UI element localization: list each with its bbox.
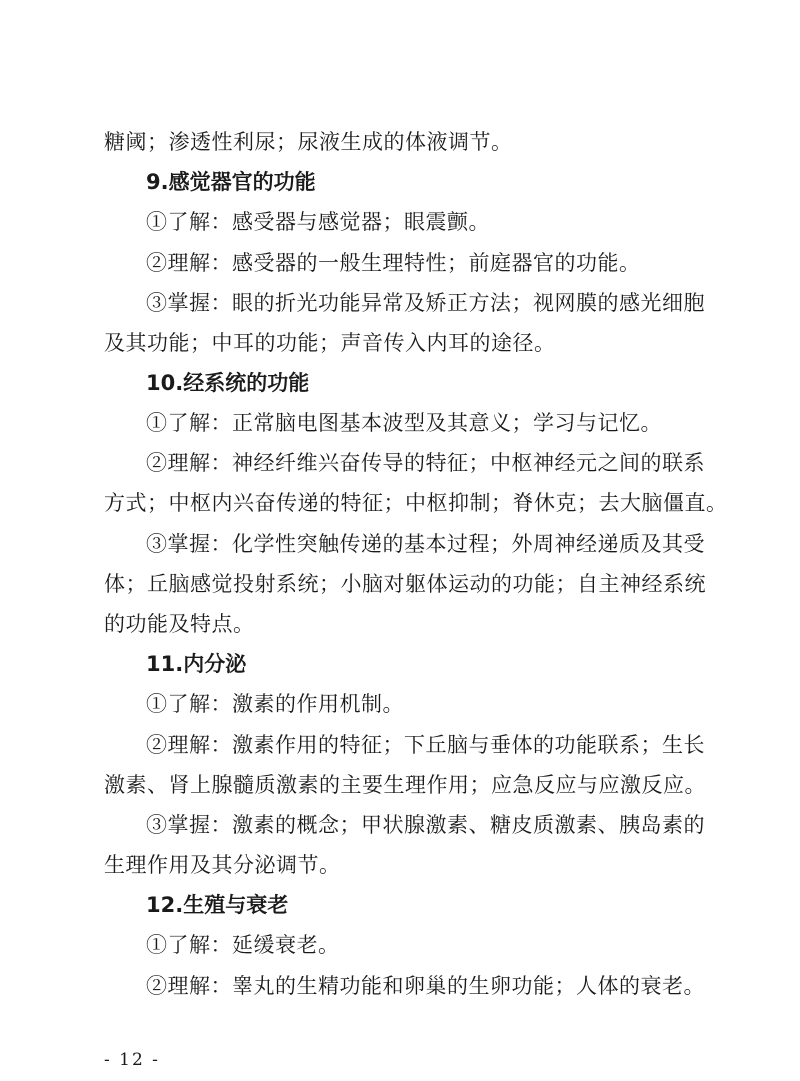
text-line: 激素、肾上腺髓质激素的主要生理作用；应急反应与应激反应。 (104, 773, 706, 797)
text-line: 糖阈；渗透性利尿；尿液生成的体液调节。 (104, 130, 513, 154)
text-line: ①了解：延缓衰老。 (146, 933, 340, 957)
text-line: ③掌握：眼的折光功能异常及矫正方法；视网膜的感光细胞 (146, 291, 705, 315)
text-line: ①了解：激素的作用机制。 (146, 692, 404, 716)
text-line: ①了解：正常脑电图基本波型及其意义；学习与记忆。 (146, 411, 662, 435)
section-heading-12: 12.生殖与衰老 (146, 893, 289, 917)
text-line: ②理解：感受器的一般生理特性；前庭器官的功能。 (146, 251, 641, 275)
text-line: ①了解：感受器与感觉器；眼震颤。 (146, 210, 490, 234)
text-line: ③掌握：化学性突触传递的基本过程；外周神经递质及其受 (146, 532, 705, 556)
text-line: 方式；中枢内兴奋传递的特征；中枢抑制；脊休克；去大脑僵直。 (104, 491, 728, 515)
section-heading-10: 10.经系统的功能 (146, 371, 310, 395)
text-line: 及其功能；中耳的功能；声音传入内耳的途径。 (104, 331, 556, 355)
text-line: 体；丘脑感觉投射系统；小脑对躯体运动的功能；自主神经系统 (104, 572, 706, 596)
page-number: - 12 - (104, 1050, 160, 1070)
section-heading-9: 9.感觉器官的功能 (146, 170, 316, 194)
text-line: ②理解：睾丸的生精功能和卵巢的生卵功能；人体的衰老。 (146, 974, 705, 998)
section-heading-11: 11.内分泌 (146, 652, 247, 676)
text-line: 生理作用及其分泌调节。 (104, 853, 341, 877)
text-line: 的功能及特点。 (104, 612, 255, 636)
text-line: ②理解：激素作用的特征；下丘脑与垂体的功能联系；生长 (146, 733, 705, 757)
text-line: ③掌握：激素的概念；甲状腺激素、糖皮质激素、胰岛素的 (146, 813, 705, 837)
text-line: ②理解：神经纤维兴奋传导的特征；中枢神经元之间的联系 (146, 451, 705, 475)
